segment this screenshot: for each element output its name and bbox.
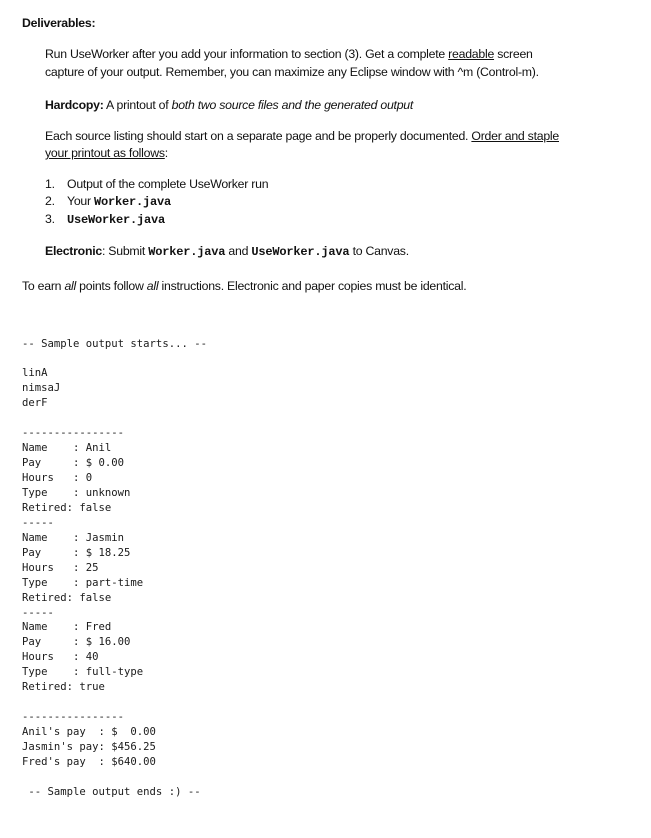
readable-emphasis: readable [448, 47, 495, 61]
list-number: 2. [45, 194, 55, 208]
separator-long: ---------------- [22, 427, 125, 439]
worker-name: Name : Jasmin [22, 532, 125, 544]
list-text: Output of the complete UseWorker run [67, 177, 269, 191]
worker-hours: Hours : 25 [22, 562, 99, 574]
worker-type: Type : full-type [22, 666, 144, 678]
listing-paragraph-line-1 [45, 128, 559, 145]
earn-text: To earn [22, 279, 65, 293]
separator-short: ----- [22, 607, 54, 619]
earn-text: points follow [76, 279, 147, 293]
separator-long: ---------------- [22, 711, 125, 723]
run-text: Run UseWorker after you add your information to section (3). Get a complete [45, 47, 449, 61]
run-instructions-line-1 [45, 46, 533, 63]
printout-emphasis: your printout as follows [45, 146, 165, 160]
listing-paragraph-line-2 [45, 145, 168, 162]
list-code: UseWorker.java [67, 213, 166, 227]
printout-order-list [45, 176, 268, 229]
list-item [45, 176, 268, 193]
worker-retired: Retired: false [22, 592, 112, 604]
worker-java-code: Worker.java [148, 245, 226, 259]
worker-name: Name : Anil [22, 442, 112, 454]
electronic-text: : Submit [101, 244, 149, 258]
earn-italic: all [64, 279, 76, 293]
colon: : [164, 146, 168, 160]
sample-output-end: -- Sample output ends :) -- [22, 786, 201, 798]
list-number: 3. [45, 212, 55, 226]
worker-name: Name : Fred [22, 621, 112, 633]
earn-italic: all [146, 279, 159, 293]
worker-type: Type : unknown [22, 487, 131, 499]
earn-text: instructions. Electronic and paper copies must be identical. [158, 279, 467, 293]
worker-type: Type : part-time [22, 577, 144, 589]
hardcopy-text: A printout of [103, 98, 172, 112]
list-number: 1. [45, 177, 55, 191]
worker-retired: Retired: false [22, 502, 112, 514]
hardcopy-label: Hardcopy: [45, 98, 104, 112]
electronic-text: and [225, 244, 252, 258]
worker-pay: Pay : $ 0.00 [22, 457, 125, 469]
run-instructions-line-2: capture of your output. Remember, you can maximize any Eclipse window with ^m (Control-m). [45, 65, 539, 79]
listing-text: Each source listing should start on a separate page and be properly documented. [45, 129, 472, 143]
hardcopy-italic: both two source files and the generated output [171, 98, 414, 112]
reversed-name: derF [22, 397, 48, 409]
reversed-name: linA [22, 367, 48, 379]
reversed-name: nimsaJ [22, 382, 61, 394]
list-item [45, 211, 268, 229]
list-text: Your [67, 194, 95, 208]
worker-pay: Pay : $ 16.00 [22, 636, 131, 648]
earn-points-paragraph [22, 278, 466, 295]
electronic-paragraph [45, 243, 409, 261]
sample-output-start: -- Sample output starts... -- [22, 338, 207, 350]
electronic-label: Electronic [45, 244, 102, 258]
run-text-end: screen [494, 47, 533, 61]
separator-short: ----- [22, 517, 54, 529]
pay-summary-line: Fred's pay : $640.00 [22, 756, 156, 768]
hardcopy-paragraph [45, 97, 413, 114]
useworker-java-code: UseWorker.java [251, 245, 350, 259]
electronic-text: to Canvas. [349, 244, 409, 258]
order-staple-emphasis: Order and staple [471, 129, 559, 143]
worker-hours: Hours : 0 [22, 472, 93, 484]
pay-summary-line: Jasmin's pay: $456.25 [22, 741, 156, 753]
worker-hours: Hours : 40 [22, 651, 99, 663]
worker-retired: Retired: true [22, 681, 105, 693]
worker-pay: Pay : $ 18.25 [22, 547, 131, 559]
deliverables-heading: Deliverables: [22, 16, 96, 30]
list-item [45, 193, 268, 211]
list-code: Worker.java [94, 195, 172, 209]
pay-summary-line: Anil's pay : $ 0.00 [22, 726, 156, 738]
